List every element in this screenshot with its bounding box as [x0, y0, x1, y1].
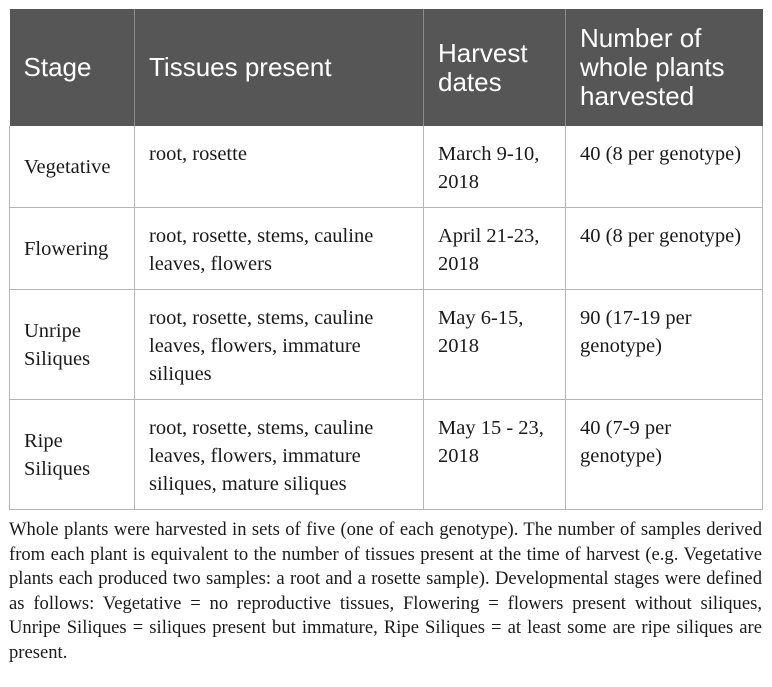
header-count: Number of whole plants harvested [566, 9, 763, 126]
cell-count: 40 (8 per genotype) [566, 126, 763, 208]
table-header-row [10, 9, 763, 126]
cell-stage: Unripe Siliques [10, 290, 135, 400]
cell-tissues: root, rosette, stems, cauline leaves, flowers, immature siliques, mature siliques [135, 400, 424, 510]
cell-count: 40 (7-9 per genotype) [566, 400, 763, 510]
table-row [10, 400, 763, 510]
cell-dates: May 15 - 23, 2018 [424, 400, 566, 510]
cell-count: 90 (17-19 per genotype) [566, 290, 763, 400]
header-tissues: Tissues present [135, 9, 424, 126]
cell-stage: Flowering [10, 208, 135, 290]
cell-tissues: root, rosette, stems, cauline leaves, flowers, immature siliques [135, 290, 424, 400]
table-row [10, 208, 763, 290]
cell-tissues: root, rosette [135, 126, 424, 208]
table-row [10, 290, 763, 400]
cell-stage: Ripe Siliques [10, 400, 135, 510]
cell-tissues: root, rosette, stems, cauline leaves, flowers [135, 208, 424, 290]
cell-count: 40 (8 per genotype) [566, 208, 763, 290]
cell-stage: Vegetative [10, 126, 135, 208]
header-stage: Stage [10, 9, 135, 126]
cell-dates: May 6-15, 2018 [424, 290, 566, 400]
header-dates: Harvest dates [424, 9, 566, 126]
cell-dates: April 21-23, 2018 [424, 208, 566, 290]
table-row [10, 126, 763, 208]
table-footnote: Whole plants were harvested in sets of five (one of each genotype). The number of samples derived from each plant is equivalent to the number of tissues present at the time of harvest (e.g. Vegetative plants each produced two samples: a root and a rosette sample). Developmental stages were defined as follows: Vegetative = no reproductive tissues, Flowering = flowers present without siliques, Unripe Siliques = siliques present but immature, Ripe Siliques = at least some are ripe siliques are present. [9, 519, 762, 663]
data-table-container [9, 9, 762, 510]
harvest-table [9, 9, 763, 510]
cell-dates: March 9-10, 2018 [424, 126, 566, 208]
